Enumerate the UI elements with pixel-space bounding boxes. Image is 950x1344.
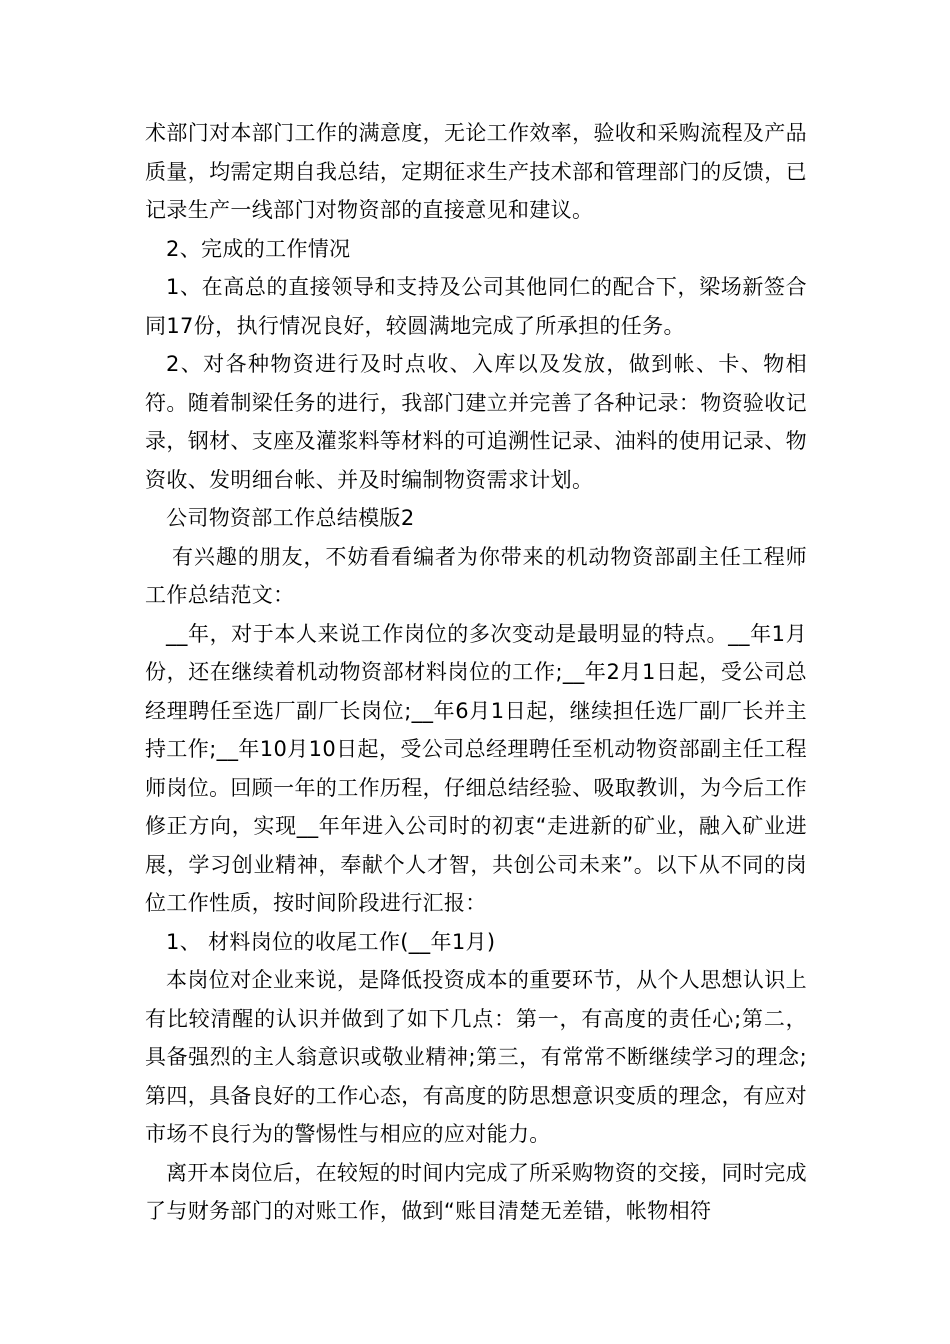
paragraph-6: 有兴趣的朋友，不妨看看编者为你带来的机动物资部副主任工程师工作总结范文： — [145, 544, 807, 607]
paragraph-4: 2、对各种物资进行及时点收、入库以及发放，做到帐、卡、物相符。随着制梁任务的进行，我部门建立并完善了各种记录：物资验收记录，钢材、支座及灌浆料等材料的可追溯性记录、油料的使用记录、物资收、发明细台帐、并及时编制物资需求计划。 — [145, 352, 807, 492]
document-body — [145, 114, 807, 1231]
paragraph-9: 本岗位对企业来说，是降低投资成本的重要环节，从个人思想认识上有比较清醒的认识并做到了如下几点：第一，有高度的责任心;第二，具备强烈的主人翁意识或敬业精神;第三，有常常不断继续学习的理念;第四，具备良好的工作心态，有高度的防思想意识变质的理念，有应对市场不良行为的警惕性与相应的应对能力。 — [145, 968, 807, 1146]
paragraph-3: 1、在高总的直接领导和支持及公司其他同仁的配合下，梁场新签合同17份，执行情况良好，较圆满地完成了所承担的任务。 — [145, 275, 807, 338]
paragraph-7: __年，对于本人来说工作岗位的多次变动是最明显的特点。__年1月份，还在继续着机动物资部材料岗位的工作;__年2月1日起，受公司总经理聘任至选厂副厂长岗位;__年6月1日起，继续担任选厂副厂长并主持工作;__年10月10日起，受公司总经理聘任至机动物资部副主任工程师岗位。回顾一年的工作历程，仔细总结经验、吸取教训，为今后工作修正方向，实现__年年进入公司时的初衷“走进新的矿业，融入矿业进展，学习创业精神，奉献个人才智，共创公司未来”。以下从不同的岗位工作性质，按时间阶段进行汇报： — [145, 621, 807, 915]
paragraph-8-heading: 1、 材料岗位的收尾工作(__年1月) — [166, 929, 496, 954]
paragraph-10: 离开本岗位后，在较短的时间内完成了所采购物资的交接，同时完成了与财务部门的对账工作，做到“账目清楚无差错，帐物相符 — [145, 1160, 807, 1223]
paragraph-2-heading: 2、完成的工作情况 — [166, 236, 351, 261]
section-title: 公司物资部工作总结模版2 — [166, 506, 415, 530]
paragraph-1: 术部门对本部门工作的满意度，无论工作效率，验收和采购流程及产品质量，均需定期自我总结，定期征求生产技术部和管理部门的反馈，已记录生产一线部门对物资部的直接意见和建议。 — [145, 121, 807, 222]
